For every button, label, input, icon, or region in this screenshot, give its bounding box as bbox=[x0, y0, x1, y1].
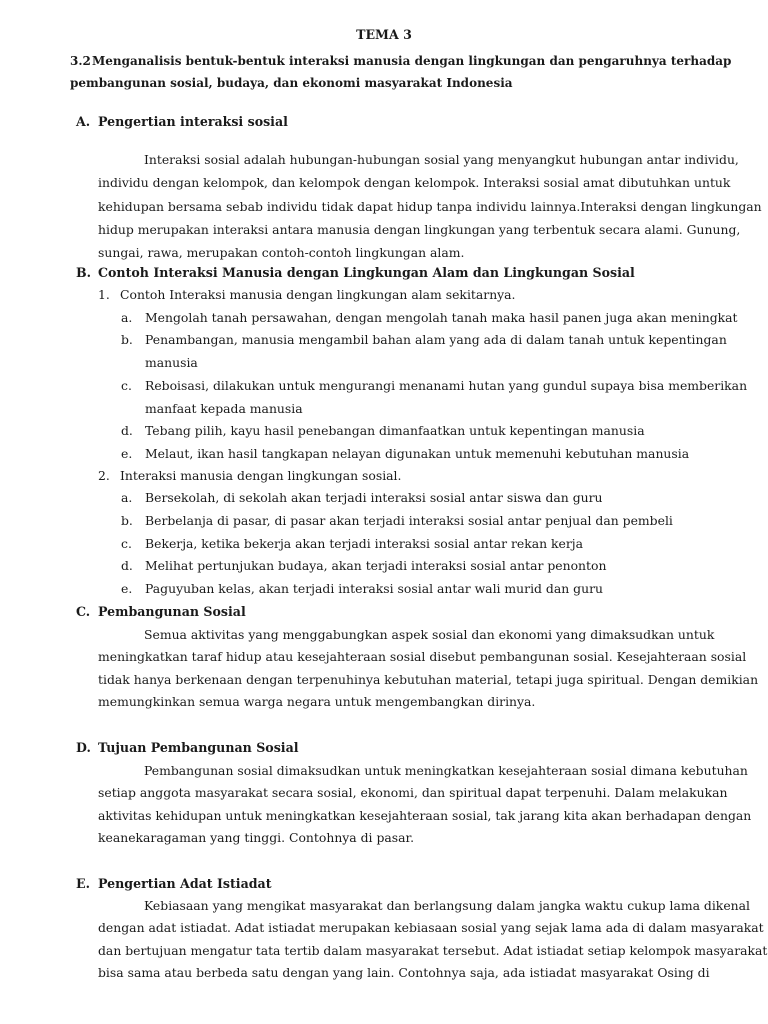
section-heading-text: Pembangunan Sosial bbox=[98, 604, 246, 619]
sub-list-item bbox=[121, 510, 731, 533]
sub-list-item bbox=[121, 578, 731, 601]
paragraph-d bbox=[98, 760, 752, 849]
section-heading-a bbox=[76, 111, 288, 133]
sub-list-item bbox=[121, 307, 738, 330]
subtitle-line: Menganalisis bentuk-bentuk interaksi manusia dengan lingkungan dan pengaruhnya terhadap bbox=[92, 54, 732, 68]
paragraph-line: individu dengan kelompok, dan kelompok dengan kelompok. Interaksi sosial amat dibutuhkan untuk bbox=[98, 175, 731, 191]
paragraph-e bbox=[98, 895, 768, 984]
sub-list-text: manusia bbox=[145, 354, 198, 370]
sub-list-text: Bersekolah, di sekolah akan terjadi interaksi sosial antar siswa dan guru bbox=[145, 490, 603, 505]
section-heading-b bbox=[76, 262, 635, 284]
section-heading-text: Tujuan Pembangunan Sosial bbox=[98, 740, 299, 755]
sub-list-text: Berbelanja di pasar, di pasar akan terjadi interaksi sosial antar penjual dan pembeli bbox=[145, 513, 673, 528]
paragraph-line: sungai, rawa, merupakan contoh-contoh lingkungan alam. bbox=[98, 245, 465, 261]
document-title: TEMA 3 bbox=[356, 27, 412, 42]
sub-list-text: Melaut, ikan hasil tangkapan nelayan digunakan untuk memenuhi kebutuhan manusia bbox=[145, 446, 690, 461]
list-number: 2. bbox=[98, 468, 110, 483]
paragraph-line: Semua aktivitas yang menggabungkan aspek sosial dan ekonomi yang dimaksudkan untuk bbox=[144, 627, 715, 642]
paragraph-line: memungkinkan semua warga negara untuk mengembangkan dirinya. bbox=[98, 693, 536, 709]
sub-list-label: c. bbox=[121, 536, 132, 551]
sub-list-item bbox=[121, 487, 731, 510]
sub-list-text: Tebang pilih, kayu hasil penebangan dimanfaatkan untuk kepentingan manusia bbox=[145, 423, 645, 438]
list-item-1 bbox=[98, 284, 516, 306]
paragraph-line: hidup merupakan interaksi antara manusia dengan lingkungan yang terbentuk secara alami. Gunung, bbox=[98, 221, 741, 237]
paragraph-a bbox=[98, 148, 762, 264]
paragraph-line: dan bertujuan mengatur tata tertib dalam masyarakat tersebut. Adat istiadat setiap kelompok masyarakat bbox=[98, 942, 768, 958]
paragraph-line: dengan adat istiadat. Adat istiadat merupakan kebiasaan sosial yang sejak lama ada di dalam masyarakat bbox=[98, 920, 764, 936]
sub-list-label: e. bbox=[121, 446, 133, 461]
section-letter: D. bbox=[76, 740, 91, 755]
paragraph-line: Interaksi sosial adalah hubungan-hubungan sosial yang menyangkut hubungan antar individu, bbox=[144, 152, 739, 167]
list-item-text: Interaksi manusia dengan lingkungan sosial. bbox=[120, 468, 402, 483]
section-heading-text: Pengertian interaksi sosial bbox=[98, 114, 288, 129]
paragraph-line: bisa sama atau berbeda satu dengan yang lain. Contohnya saja, ada istiadat masyarakat Osing di bbox=[98, 964, 710, 980]
sub-list-label: c. bbox=[121, 378, 132, 393]
paragraph-line: Kebiasaan yang mengikat masyarakat dan berlangsung dalam jangka waktu cukup lama dikenal bbox=[144, 898, 750, 913]
sub-list-label: b. bbox=[121, 513, 133, 528]
sub-list-label: b. bbox=[121, 332, 133, 347]
sub-list-item bbox=[121, 555, 731, 578]
section-heading-text: Contoh Interaksi Manusia dengan Lingkungan Alam dan Lingkungan Sosial bbox=[98, 265, 635, 280]
sub-list-item bbox=[121, 420, 731, 443]
section-letter: E. bbox=[76, 876, 90, 891]
paragraph-c bbox=[98, 624, 759, 713]
sub-list-text: Mengolah tanah persawahan, dengan mengolah tanah maka hasil panen juga akan meningkat bbox=[145, 310, 738, 325]
paragraph-line: Pembangunan sosial dimaksudkan untuk meningkatkan kesejahteraan sosial dimana kebutuhan bbox=[144, 763, 748, 778]
paragraph-line: setiap anggota masyarakat secara sosial, ekonomi, dan spiritual dapat terpenuhi. Dalam melakukan bbox=[98, 785, 728, 801]
section-heading-e bbox=[76, 873, 272, 895]
sub-list-text: Paguyuban kelas, akan terjadi interaksi sosial antar wali murid dan guru bbox=[145, 581, 603, 596]
paragraph-line: keanekaragaman yang tinggi. Contohnya di pasar. bbox=[98, 829, 415, 845]
sub-list-label: d. bbox=[121, 423, 133, 438]
sub-list-item bbox=[121, 443, 731, 466]
paragraph-line: kehidupan bersama sebab individu tidak dapat hidup tanpa individu lainnya.Interaksi dengan lingkungan bbox=[98, 198, 762, 214]
sub-list-text: Bekerja, ketika bekerja akan terjadi interaksi sosial antar rekan kerja bbox=[145, 536, 584, 551]
paragraph-line: meningkatkan taraf hidup atau kesejahteraan sosial disebut pembangunan sosial. Kesejahteraan sosial bbox=[98, 649, 747, 665]
sub-list-label: a. bbox=[121, 490, 133, 505]
sub-list-label: a. bbox=[121, 310, 133, 325]
section-letter: B. bbox=[76, 265, 92, 280]
subtitle-number: 3.2 bbox=[70, 54, 91, 68]
subtitle bbox=[70, 50, 750, 94]
paragraph-line: aktivitas kehidupan untuk meningkatkan kesejahteraan sosial, tak jarang kita akan berhadapan dengan bbox=[98, 807, 752, 823]
list-number: 1. bbox=[98, 287, 110, 302]
section-letter: A. bbox=[76, 114, 91, 129]
list-item-2 bbox=[98, 465, 401, 487]
section-heading-d bbox=[76, 737, 299, 759]
section-heading-text: Pengertian Adat Istiadat bbox=[98, 876, 272, 891]
sub-list-text: Reboisasi, dilakukan untuk mengurangi menanami hutan yang gundul supaya bisa memberikan bbox=[145, 378, 748, 393]
sub-list-text: Melihat pertunjukan budaya, akan terjadi interaksi sosial antar penonton bbox=[145, 558, 607, 573]
sub-list-text: manfaat kepada manusia bbox=[145, 400, 303, 416]
section-letter: C. bbox=[76, 604, 91, 619]
subtitle-line: pembangunan sosial, budaya, dan ekonomi masyarakat Indonesia bbox=[70, 76, 513, 90]
sub-list-item bbox=[121, 375, 748, 420]
sub-list-label: d. bbox=[121, 558, 133, 573]
list-item-text: Contoh Interaksi manusia dengan lingkungan alam sekitarnya. bbox=[120, 287, 516, 302]
paragraph-line: tidak hanya berkenaan dengan terpenuhinya kebutuhan material, tetapi juga spiritual. Dengan demikian bbox=[98, 671, 759, 687]
sub-list-item bbox=[121, 533, 731, 556]
sub-list-label: e. bbox=[121, 581, 133, 596]
section-heading-c bbox=[76, 601, 246, 623]
sub-list-text: Penambangan, manusia mengambil bahan alam yang ada di dalam tanah untuk kepentingan bbox=[145, 332, 727, 347]
sub-list-item bbox=[121, 329, 731, 374]
